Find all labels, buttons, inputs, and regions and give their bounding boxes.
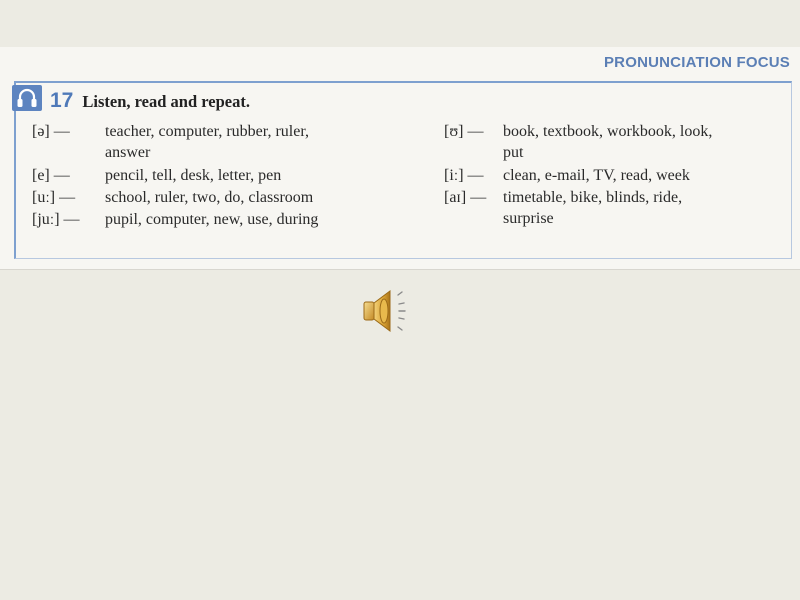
textbook-page bbox=[0, 47, 800, 270]
example-words bbox=[503, 187, 682, 229]
example-words-line: clean, e-mail, TV, read, week bbox=[503, 167, 690, 184]
example-words bbox=[105, 187, 313, 208]
example-words-line: put bbox=[503, 144, 524, 161]
exercise-instruction: Listen, read and repeat. bbox=[82, 92, 250, 111]
exercise-title bbox=[50, 89, 250, 113]
example-words-line: school, ruler, two, do, classroom bbox=[105, 189, 314, 206]
speaker-icon[interactable] bbox=[360, 286, 416, 336]
phonetic-symbol: [aɪ] — bbox=[444, 189, 487, 206]
phonetic-symbol: [iː] — bbox=[444, 167, 484, 184]
phonetic-symbol: [uː] — bbox=[32, 189, 76, 206]
example-words-line: book, textbook, workbook, look, bbox=[503, 123, 713, 140]
headphones-icon bbox=[12, 85, 42, 111]
example-words bbox=[105, 121, 309, 163]
example-words-line: pencil, tell, desk, letter, pen bbox=[105, 167, 282, 184]
phonetic-symbol: [ʊ] — bbox=[444, 123, 484, 140]
example-words bbox=[503, 165, 690, 186]
example-words-line: pupil, computer, new, use, during bbox=[105, 211, 319, 228]
example-words-line: timetable, bike, blinds, ride, bbox=[503, 189, 683, 206]
exercise-box bbox=[14, 81, 792, 259]
exercise-number: 17 bbox=[50, 89, 74, 112]
example-words-line: answer bbox=[105, 144, 151, 161]
example-words-line: teacher, computer, rubber, ruler, bbox=[105, 123, 309, 140]
example-words bbox=[105, 165, 281, 186]
phonetic-symbol: [e] — bbox=[32, 167, 70, 184]
example-words bbox=[503, 121, 712, 163]
section-heading: PRONUNCIATION FOCUS bbox=[603, 54, 790, 71]
phonetic-symbol: [ə] — bbox=[32, 123, 70, 140]
example-words bbox=[105, 209, 318, 230]
example-words-line: surprise bbox=[503, 210, 554, 227]
phonetic-symbol: [juː] — bbox=[32, 211, 80, 228]
